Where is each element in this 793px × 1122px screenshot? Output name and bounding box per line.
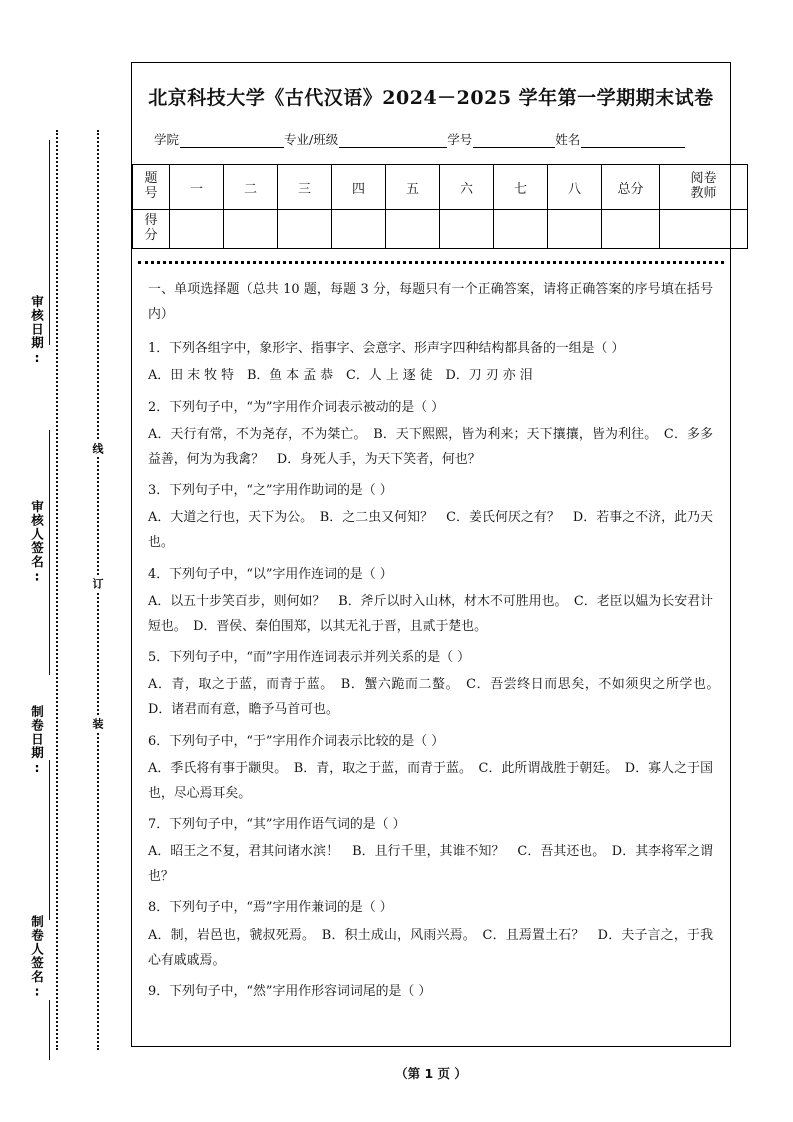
question-body [148, 277, 726, 1004]
question-stem-8: 8．下列句子中，“焉”字用作兼词的是（ ） [148, 900, 393, 916]
question-stem-3: 3．下列句子中，“之”字用作助词的是（ ） [148, 483, 393, 499]
student-id-label: 学号 [447, 132, 473, 147]
question-stem-1: 1．下列各组字中，象形字、指事字、会意字、形声字四种结构都具备的一组是（ ） [148, 341, 625, 357]
question-stem-7: 7．下列句子中，“其”字用作语气词的是（ ） [148, 816, 406, 832]
question-options-5[interactable]: A．青，取之于蓝，而青于蓝。 B．蟹六跪而二螯。 C．吾尝终日而思矣，不如须臾之所学也。 D．诸君而有意，瞻予马首可也。 [148, 677, 726, 718]
question-col-6: 六 [440, 165, 494, 210]
question-col-8: 八 [548, 165, 602, 210]
row-header-score [133, 210, 170, 249]
seam-char-wrap: 装 [92, 715, 103, 732]
row-header-score-char2: 分 [144, 228, 158, 243]
binding-rule-mid [49, 430, 50, 675]
row-header-score-char1: 得 [144, 213, 158, 229]
row-header-question-char1: 题 [144, 171, 158, 187]
section-heading: 一、单项选择题（总共 10 题，每题 3 分，每题只有一个正确答案，请将正确答案的序号填在括号内） [148, 282, 713, 323]
college-label: 学院 [154, 132, 180, 147]
score-cell-4[interactable] [332, 210, 386, 249]
question-options-8[interactable]: A．制，岩邑也，虢叔死焉。 B．积土成山，风雨兴焉。 C．且焉置土石？ D．夫子言之，于我心有戚戚焉。 [148, 927, 713, 968]
question-stem-9: 9．下列句子中，“然”字用作形容词词尾的是（ ） [148, 983, 432, 999]
question-options-1[interactable]: A．田 末 牧 特 B．鱼 本 孟 恭 C．人 上 逐 徒 D．刀 刃 亦 泪 [148, 368, 533, 384]
question-col-7: 七 [494, 165, 548, 210]
marker-label-char2: 卷 [703, 171, 717, 187]
binding-strip [0, 0, 130, 1122]
marker-teacher-header [660, 165, 748, 210]
question-options-2[interactable]: A．天行有常，不为尧存，不为桀亡。 B．天下熙熙，皆为利来；天下攘攘，皆为利往。 C．多多益善，何为为我禽？ D．身死人手，为天下笑者，何也？ [148, 426, 713, 467]
binding-rule-bottom [49, 1000, 50, 1060]
question-options-3[interactable]: A．大道之行也，天下为公。 B．之二虫又何知？ C．姜氏何厌之有？ D．若事之不济，此乃天也。 [148, 510, 713, 551]
score-table [132, 164, 748, 249]
score-cell-6[interactable] [440, 210, 494, 249]
question-col-3: 三 [278, 165, 332, 210]
binding-rule-lower [49, 760, 50, 920]
student-id-input[interactable] [473, 134, 555, 148]
question-options-6[interactable]: A．季氏将有事于颛臾。 B．青，取之于蓝，而青于蓝。 C．此所谓战胜于朝廷。 D．寡人之于国也，尽心焉耳矣。 [148, 760, 713, 801]
college-input[interactable] [180, 134, 284, 148]
make-date-label: 制卷日期: [29, 705, 45, 776]
binding-dotted-line-outer [56, 130, 58, 1050]
review-signature-label: 审核人签名: [29, 500, 45, 585]
question-col-2: 二 [224, 165, 278, 210]
question-col-5: 五 [386, 165, 440, 210]
question-stem-2: 2．下列句子中，“为”字用作介词表示被动的是（ ） [148, 399, 445, 415]
score-cell-8[interactable] [548, 210, 602, 249]
row-header-question-char2: 号 [144, 186, 158, 201]
page-footer: （第 1 页 ） [395, 1066, 467, 1081]
question-options-7[interactable]: A．昭王之不复，君其问诸水滨！ B．且行千里，其谁不知？ C．吾其还也。 D．其李将军之谓也？ [148, 844, 713, 885]
score-cell-1[interactable] [170, 210, 224, 249]
section-separator [138, 261, 724, 264]
student-info-line [154, 130, 716, 148]
student-name-label: 姓名 [555, 132, 581, 147]
score-cell-5[interactable] [386, 210, 440, 249]
student-name-input[interactable] [581, 134, 685, 148]
make-signature-label: 制卷人签名: [29, 915, 45, 1000]
question-options-4[interactable]: A．以五十步笑百步，则何如？ B．斧斤以时入山林，材木不可胜用也。 C．老臣以媪为长安君计短也。 D．晋侯、秦伯围郑，以其无礼于晋，且贰于楚也。 [148, 593, 713, 634]
score-cell-3[interactable] [278, 210, 332, 249]
seam-char-line: 线 [92, 440, 103, 457]
major-class-label: 专业/班级 [284, 132, 339, 147]
table-row-question-numbers [133, 165, 748, 210]
question-col-4: 四 [332, 165, 386, 210]
marker-label-char3: 教 [690, 186, 704, 201]
marker-label-char1: 阅 [690, 171, 704, 187]
score-cell-total[interactable] [602, 210, 660, 249]
question-stem-5: 5．下列句子中，“而”字用作连词表示并列关系的是（ ） [148, 650, 470, 666]
score-cell-marker[interactable] [660, 210, 748, 249]
row-header-question [133, 165, 170, 210]
major-class-input[interactable] [339, 134, 447, 148]
marker-label-char4: 师 [703, 186, 717, 201]
total-score-header: 总分 [602, 165, 660, 210]
exam-paper-frame [131, 62, 731, 1047]
score-cell-7[interactable] [494, 210, 548, 249]
seam-char-bind: 订 [92, 575, 103, 592]
page-title: 北京科技大学《古代汉语》2024－2025 学年第一学期期末试卷 [148, 87, 714, 109]
score-cell-2[interactable] [224, 210, 278, 249]
question-stem-6: 6．下列句子中，“于”字用作介词表示比较的是（ ） [148, 733, 445, 749]
review-date-label: 审核日期: [29, 295, 45, 366]
table-row-scores [133, 210, 748, 249]
question-stem-4: 4．下列句子中，“以”字用作连词的是（ ） [148, 566, 393, 582]
binding-rule-upper [49, 140, 50, 345]
question-col-1: 一 [170, 165, 224, 210]
